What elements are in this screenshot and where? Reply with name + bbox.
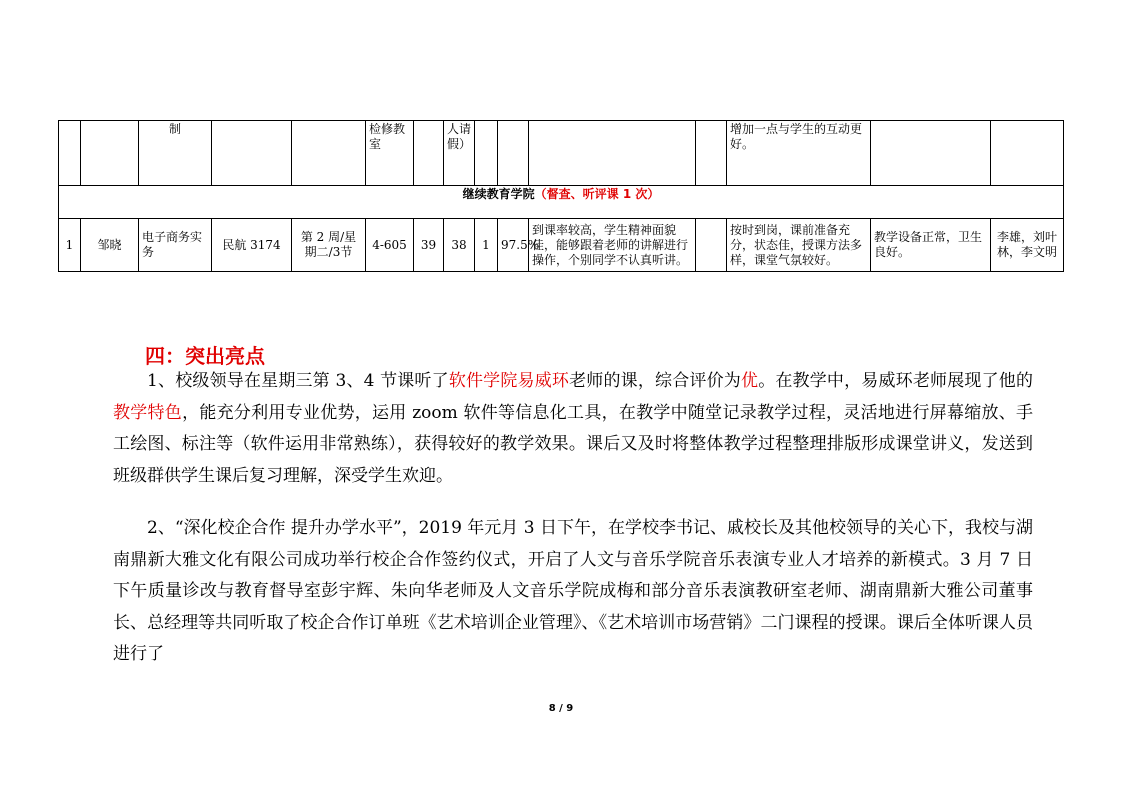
teacher-evaluation: 按时到岗，课前准备充分，状态佳，授课方法多样，课堂气氛较好。 [727, 219, 871, 272]
class-name: 民航 3174 [212, 219, 292, 272]
table-cell [475, 121, 498, 186]
paragraph-1 [113, 366, 1033, 492]
table-cell [529, 121, 696, 186]
table-cell [292, 121, 366, 186]
highlight-text: 软件学院易威环 [448, 371, 570, 391]
table-cell [871, 121, 991, 186]
actual-count: 38 [444, 219, 475, 272]
inspection-table [58, 120, 1064, 272]
inspectors: 李雄，刘叶林，李文明 [991, 219, 1064, 272]
table-cell [498, 121, 529, 186]
section-name: 继续教育学院 [462, 187, 535, 201]
section-heading: 四：突出亮点 [145, 344, 265, 368]
table-cell: 检修教室 [366, 121, 414, 186]
table-row [59, 121, 1064, 186]
paragraph-2: 2、“深化校企合作 提升办学水平”，2019 年元月 3 日下午，在学校李书记、戚校长及其他校领导的关心下，我校与湖南鼎新大雅文化有限公司成功举行校企合作签约仪式，开启了人文与音乐学院音乐表演专业人才培养的新模式。3 月 7 日下午质量诊改与教育督导室彭宇辉、朱向华老师及人文音乐学院成梅和部分音乐表演教研室老师、湖南鼎新大雅公司董事长、总经理等共同听取了校企合作订单班《艺术培训企业管理》、《艺术培训市场营销》二门课程的授课。课后全体听课人员进行了 [113, 518, 1033, 664]
absent-count: 1 [475, 219, 498, 272]
class-time: 第 2 周/星期二/3节 [292, 219, 366, 272]
table-cell [991, 121, 1064, 186]
student-evaluation: 到课率较高，学生精神面貌佳，能够跟着老师的讲解进行操作，个别同学不认真听讲。 [529, 219, 696, 272]
facility-status: 教学设备正常，卫生良好。 [871, 219, 991, 272]
table-cell [212, 121, 292, 186]
section-title [59, 186, 1064, 219]
table-cell: 增加一点与学生的互动更好。 [727, 121, 871, 186]
section-note: （督查、听评课 1 次） [534, 187, 660, 201]
classroom: 4-605 [366, 219, 414, 272]
attendance-rate: 97.5% [498, 219, 529, 272]
section-row [59, 186, 1064, 219]
page-number: 8 / 9 [548, 703, 574, 714]
course-name: 电子商务实务 [139, 219, 212, 272]
highlight-text: 教学特色 [113, 402, 183, 423]
table-cell [696, 219, 727, 272]
teacher-name: 邹晓 [81, 219, 139, 272]
table-cell [59, 121, 81, 186]
table-cell [81, 121, 139, 186]
text-run: 1、校级领导在星期三第 3、4 节课听了 [147, 371, 449, 391]
text-run: 老师的课，综合评价为 [569, 371, 741, 391]
highlight-text: 优 [741, 371, 759, 391]
table-cell: 人请假） [444, 121, 475, 186]
table-cell [696, 121, 727, 186]
table-row [59, 219, 1064, 272]
expected-count: 39 [414, 219, 444, 272]
table-cell: 制 [139, 121, 212, 186]
text-run: 。在教学中，易威环老师展现了他的 [758, 371, 1033, 391]
row-number: 1 [59, 219, 81, 272]
text-run: ，能充分利用专业优势，运用 zoom 软件等信息化工具，在教学中随堂记录教学过程，灵活地进行屏幕缩放、手工绘图、标注等（软件运用非常熟练），获得较好的教学效果。课后又及时将整体教学过程整理排版形成课堂讲义，发送到班级群供学生课后复习理解，深受学生欢迎。 [113, 402, 1034, 486]
table-cell [414, 121, 444, 186]
